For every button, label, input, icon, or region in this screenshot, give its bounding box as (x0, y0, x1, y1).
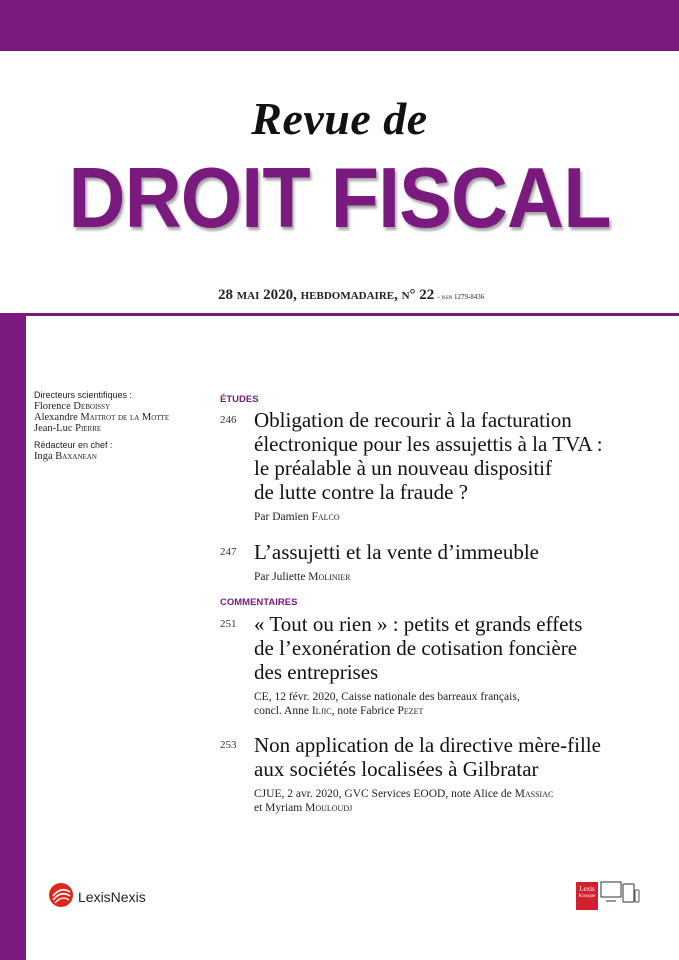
article-number: 251 (220, 618, 237, 630)
directors-label: Directeurs scientifiques : (34, 390, 133, 400)
article-246[interactable] (220, 408, 660, 524)
article-title: Non application de la directive mère-fille aux sociétés localisées à Gilbratar (254, 733, 601, 781)
editorial-board (34, 390, 214, 462)
masthead-revue-de: Revue de (251, 93, 428, 144)
issue-date: 28 mai 2020, hebdomadaire, n° 22 (218, 287, 435, 303)
lexisnexis-emblem-icon (48, 882, 74, 913)
issn: - issn 1279-8436 (437, 293, 485, 301)
issue-info (218, 287, 484, 304)
director-name: Alexandre Maitrot de la Motte (34, 412, 170, 423)
article-author: Par Juliette Molinier (254, 571, 351, 583)
article-reference: CE, 12 févr. 2020, Caisse nationale des barreaux français, concl. Anne Iljic, note Fabrice Pezet (254, 691, 520, 717)
article-251[interactable] (220, 612, 660, 718)
lexisnexis-logo (48, 883, 146, 911)
article-title: Obligation de recourir à la facturation électronique pour les assujettis à la TVA : le préalable à un nouveau dispositif de lutte contre la fraude ? (254, 408, 603, 504)
article-253[interactable] (220, 733, 660, 815)
article-number: 253 (220, 739, 237, 751)
header-rule (0, 313, 679, 316)
lexis-kiosque-logo (576, 881, 640, 910)
chief-editor-name: Inga Baxanean (34, 451, 97, 462)
article-number: 247 (220, 546, 237, 558)
chief-editor-label: Rédacteur en chef : (34, 440, 113, 450)
left-color-bar (0, 315, 26, 960)
device-icons (600, 881, 640, 910)
director-name: Jean-Luc Pierre (34, 423, 102, 434)
masthead-title: DROIT FISCAL (68, 151, 611, 246)
section-etudes: ÉTUDES (220, 394, 259, 405)
publisher-name: LexisNexis (78, 889, 146, 905)
section-commentaires: COMMENTAIRES (220, 597, 298, 608)
director-name: Florence Deboissy (34, 401, 111, 412)
article-author: Par Damien Falco (254, 511, 340, 523)
article-title: « Tout ou rien » : petits et grands effets de l’exonération de cotisation foncière des entreprises (254, 612, 583, 684)
kiosque-badge: Lexis Kiosque (576, 882, 598, 910)
article-reference: CJUE, 2 avr. 2020, GVC Services EOOD, note Alice de Massiac et Myriam Mouloudj (254, 788, 554, 814)
article-title: L’assujetti et la vente d’immeuble (254, 540, 539, 564)
top-color-bar (0, 0, 679, 51)
article-247[interactable] (220, 540, 660, 584)
article-number: 246 (220, 414, 237, 426)
